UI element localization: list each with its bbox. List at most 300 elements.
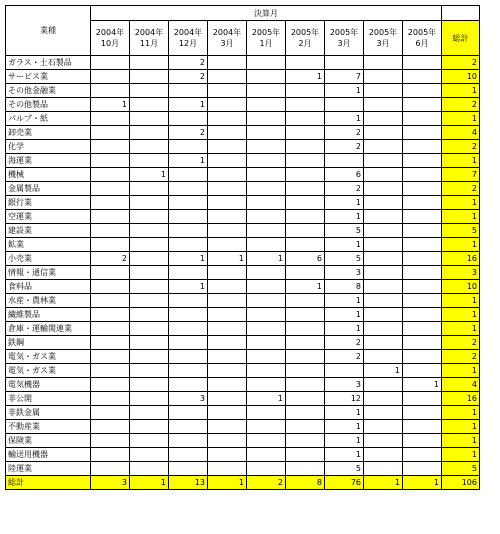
- value-cell: 1: [403, 378, 442, 392]
- value-cell: [247, 462, 286, 476]
- table-row: [6, 140, 480, 154]
- value-cell: [364, 238, 403, 252]
- value-cell: [91, 140, 130, 154]
- industry-cell: 化学: [6, 140, 91, 154]
- value-cell: 6: [286, 252, 325, 266]
- value-cell: [169, 434, 208, 448]
- value-cell: [91, 420, 130, 434]
- industry-cell: 電気・ガス業: [6, 350, 91, 364]
- month-header-year: 2005年: [368, 28, 398, 37]
- value-cell: [169, 224, 208, 238]
- value-cell: 12: [325, 392, 364, 406]
- value-cell: [208, 56, 247, 70]
- row-total-cell: 1: [442, 406, 480, 420]
- month-header-year: 2005年: [329, 28, 359, 37]
- row-total-cell: 4: [442, 126, 480, 140]
- value-cell: [91, 112, 130, 126]
- value-cell: [130, 140, 169, 154]
- row-total-cell: 10: [442, 280, 480, 294]
- industry-cell: 情報・通信業: [6, 266, 91, 280]
- month-header[interactable]: [208, 21, 247, 56]
- value-cell: [169, 336, 208, 350]
- table-row: [6, 448, 480, 462]
- value-cell: 1: [364, 364, 403, 378]
- industry-cell: 水産・農林業: [6, 294, 91, 308]
- value-cell: [130, 392, 169, 406]
- value-cell: [247, 238, 286, 252]
- value-cell: [208, 126, 247, 140]
- value-cell: [130, 98, 169, 112]
- row-total-cell: 3: [442, 266, 480, 280]
- row-total-cell: 1: [442, 294, 480, 308]
- value-cell: [286, 140, 325, 154]
- value-cell: 5: [325, 224, 364, 238]
- value-cell: [286, 98, 325, 112]
- value-cell: [169, 84, 208, 98]
- value-cell: [247, 154, 286, 168]
- value-cell: [364, 70, 403, 84]
- value-cell: [286, 112, 325, 126]
- value-cell: [364, 336, 403, 350]
- value-cell: [403, 70, 442, 84]
- value-cell: [169, 406, 208, 420]
- table-body: [6, 56, 480, 490]
- month-header-year: 2004年: [134, 28, 164, 37]
- value-cell: 1: [325, 210, 364, 224]
- value-cell: [169, 266, 208, 280]
- value-cell: 2: [325, 350, 364, 364]
- table-row: [6, 252, 480, 266]
- value-cell: [247, 210, 286, 224]
- value-cell: [364, 448, 403, 462]
- value-cell: [403, 420, 442, 434]
- table-row: [6, 84, 480, 98]
- value-cell: [130, 224, 169, 238]
- value-cell: [130, 112, 169, 126]
- value-cell: [247, 98, 286, 112]
- value-cell: [91, 238, 130, 252]
- row-total-cell: 1: [442, 210, 480, 224]
- value-cell: [247, 182, 286, 196]
- value-cell: [208, 350, 247, 364]
- table-row: [6, 238, 480, 252]
- value-cell: [91, 154, 130, 168]
- value-cell: [364, 406, 403, 420]
- grand-total-value-cell: 1: [208, 476, 247, 490]
- industry-cell: 卸売業: [6, 126, 91, 140]
- table-row: [6, 210, 480, 224]
- value-cell: 5: [325, 252, 364, 266]
- value-cell: [247, 420, 286, 434]
- value-cell: [208, 84, 247, 98]
- value-cell: [364, 98, 403, 112]
- value-cell: 1: [325, 448, 364, 462]
- row-total-cell: 7: [442, 168, 480, 182]
- value-cell: [364, 378, 403, 392]
- value-cell: [403, 406, 442, 420]
- row-total-cell: 1: [442, 112, 480, 126]
- value-cell: [286, 378, 325, 392]
- row-total-cell: 1: [442, 420, 480, 434]
- value-cell: [130, 210, 169, 224]
- value-cell: 1: [325, 406, 364, 420]
- month-header-year: 2005年: [251, 28, 281, 37]
- value-cell: [403, 210, 442, 224]
- industry-cell: 機械: [6, 168, 91, 182]
- row-total-cell: 2: [442, 182, 480, 196]
- value-cell: [247, 322, 286, 336]
- value-cell: [364, 224, 403, 238]
- table-row: [6, 98, 480, 112]
- value-cell: [364, 168, 403, 182]
- value-cell: [208, 196, 247, 210]
- value-cell: [286, 196, 325, 210]
- month-header-year: 2004年: [95, 28, 125, 37]
- value-cell: [403, 434, 442, 448]
- value-cell: [208, 168, 247, 182]
- value-cell: [286, 364, 325, 378]
- value-cell: [91, 448, 130, 462]
- value-cell: [208, 238, 247, 252]
- value-cell: [403, 322, 442, 336]
- month-header-month: 10月: [100, 39, 120, 48]
- industry-cell: ガラス・土石製品: [6, 56, 91, 70]
- value-cell: [130, 126, 169, 140]
- value-cell: [403, 252, 442, 266]
- row-total-cell: 2: [442, 56, 480, 70]
- value-cell: [208, 98, 247, 112]
- value-cell: 3: [325, 378, 364, 392]
- value-cell: [208, 406, 247, 420]
- grand-total-row: [6, 476, 480, 490]
- table-row: [6, 182, 480, 196]
- month-header[interactable]: [325, 21, 364, 56]
- value-cell: [403, 392, 442, 406]
- table-row: [6, 56, 480, 70]
- value-cell: [130, 294, 169, 308]
- value-cell: [208, 462, 247, 476]
- value-cell: [208, 224, 247, 238]
- value-cell: [364, 420, 403, 434]
- row-total-cell: 1: [442, 308, 480, 322]
- value-cell: [286, 322, 325, 336]
- value-cell: [130, 406, 169, 420]
- table-row: [6, 126, 480, 140]
- value-cell: [247, 112, 286, 126]
- value-cell: [91, 182, 130, 196]
- row-total-cell: 1: [442, 434, 480, 448]
- month-header[interactable]: [364, 21, 403, 56]
- value-cell: [286, 434, 325, 448]
- value-cell: [247, 224, 286, 238]
- value-cell: [286, 84, 325, 98]
- month-header-month: 1月: [259, 39, 273, 48]
- value-cell: [247, 126, 286, 140]
- grand-total-value-cell: 1: [403, 476, 442, 490]
- value-cell: [169, 364, 208, 378]
- row-total-cell: 1: [442, 322, 480, 336]
- grand-total-value-cell: 1: [364, 476, 403, 490]
- value-cell: [364, 84, 403, 98]
- value-cell: [286, 182, 325, 196]
- value-cell: [91, 210, 130, 224]
- value-cell: [208, 322, 247, 336]
- value-cell: [130, 448, 169, 462]
- value-cell: 1: [169, 252, 208, 266]
- value-cell: 2: [325, 140, 364, 154]
- value-cell: [325, 98, 364, 112]
- value-cell: 2: [169, 56, 208, 70]
- month-header[interactable]: [130, 21, 169, 56]
- value-cell: [403, 182, 442, 196]
- value-cell: [247, 56, 286, 70]
- value-cell: [286, 126, 325, 140]
- value-cell: [403, 266, 442, 280]
- value-cell: 1: [325, 294, 364, 308]
- total-header-spacer: [442, 6, 480, 21]
- value-cell: [247, 336, 286, 350]
- row-total-cell: 1: [442, 196, 480, 210]
- value-cell: 1: [208, 252, 247, 266]
- value-cell: [208, 294, 247, 308]
- value-cell: [208, 140, 247, 154]
- industry-cell: パルプ・紙: [6, 112, 91, 126]
- value-cell: [364, 154, 403, 168]
- value-cell: [286, 462, 325, 476]
- grand-total-cell: 106: [442, 476, 480, 490]
- value-cell: 1: [325, 322, 364, 336]
- value-cell: 1: [169, 98, 208, 112]
- industry-cell: 不動産業: [6, 420, 91, 434]
- table-row: [6, 378, 480, 392]
- value-cell: [364, 56, 403, 70]
- value-cell: [364, 308, 403, 322]
- value-cell: [130, 196, 169, 210]
- value-cell: [247, 378, 286, 392]
- value-cell: [364, 294, 403, 308]
- value-cell: [403, 98, 442, 112]
- value-cell: [403, 350, 442, 364]
- value-cell: [169, 350, 208, 364]
- value-cell: [208, 364, 247, 378]
- month-header[interactable]: [403, 21, 442, 56]
- value-cell: [208, 308, 247, 322]
- value-cell: [364, 140, 403, 154]
- value-cell: [91, 322, 130, 336]
- value-cell: 5: [325, 462, 364, 476]
- value-cell: [208, 336, 247, 350]
- industry-cell: 小売業: [6, 252, 91, 266]
- value-cell: [169, 210, 208, 224]
- value-cell: [286, 210, 325, 224]
- table-row: [6, 350, 480, 364]
- value-cell: [247, 140, 286, 154]
- value-cell: 1: [325, 434, 364, 448]
- value-cell: [247, 448, 286, 462]
- month-header-year: 2005年: [290, 28, 320, 37]
- value-cell: [364, 210, 403, 224]
- row-total-cell: 5: [442, 462, 480, 476]
- value-cell: 1: [247, 392, 286, 406]
- grand-total-value-cell: 2: [247, 476, 286, 490]
- value-cell: [208, 392, 247, 406]
- month-header-month: 11月: [139, 39, 159, 48]
- value-cell: [91, 350, 130, 364]
- value-cell: [208, 70, 247, 84]
- table-row: [6, 420, 480, 434]
- value-cell: [286, 308, 325, 322]
- value-cell: [247, 70, 286, 84]
- value-cell: [403, 140, 442, 154]
- table-row: [6, 336, 480, 350]
- table-row: [6, 266, 480, 280]
- value-cell: [364, 252, 403, 266]
- industry-cell: 非公開: [6, 392, 91, 406]
- table-row: [6, 280, 480, 294]
- grand-total-label: 総計: [6, 476, 91, 490]
- value-cell: [364, 322, 403, 336]
- industry-cell: 電気機器: [6, 378, 91, 392]
- value-cell: [247, 350, 286, 364]
- grand-total-value-cell: 13: [169, 476, 208, 490]
- row-total-cell: 1: [442, 364, 480, 378]
- value-cell: [130, 350, 169, 364]
- table-row: [6, 364, 480, 378]
- value-cell: [208, 448, 247, 462]
- value-cell: [130, 378, 169, 392]
- value-cell: [364, 126, 403, 140]
- value-cell: [403, 56, 442, 70]
- month-header-month: 2月: [298, 39, 312, 48]
- table-row: [6, 406, 480, 420]
- value-cell: [247, 364, 286, 378]
- value-cell: [208, 112, 247, 126]
- value-cell: [364, 280, 403, 294]
- month-header-year: 2005年: [407, 28, 437, 37]
- value-cell: 2: [169, 70, 208, 84]
- value-cell: [364, 112, 403, 126]
- industry-cell: サービス業: [6, 70, 91, 84]
- table-row: [6, 168, 480, 182]
- value-cell: [130, 266, 169, 280]
- total-header[interactable]: 総計: [442, 21, 480, 56]
- value-cell: [91, 224, 130, 238]
- value-cell: [286, 392, 325, 406]
- value-cell: [286, 224, 325, 238]
- row-total-cell: 5: [442, 224, 480, 238]
- value-cell: [91, 56, 130, 70]
- value-cell: [364, 434, 403, 448]
- month-header[interactable]: [169, 21, 208, 56]
- industry-cell: 輸送用機器: [6, 448, 91, 462]
- value-cell: [130, 420, 169, 434]
- value-cell: [91, 126, 130, 140]
- month-header-month: 12月: [178, 39, 198, 48]
- value-cell: [169, 182, 208, 196]
- value-cell: [208, 378, 247, 392]
- value-cell: [130, 280, 169, 294]
- value-cell: [325, 56, 364, 70]
- table-row: [6, 224, 480, 238]
- month-header[interactable]: [286, 21, 325, 56]
- table-row: [6, 434, 480, 448]
- table-row: [6, 322, 480, 336]
- period-header[interactable]: 決算月: [91, 6, 442, 21]
- value-cell: [91, 378, 130, 392]
- value-cell: [169, 448, 208, 462]
- value-cell: [169, 462, 208, 476]
- value-cell: 2: [325, 336, 364, 350]
- month-header-month: 3月: [376, 39, 390, 48]
- value-cell: [325, 154, 364, 168]
- value-cell: [247, 308, 286, 322]
- industry-cell: 倉庫・運輸関連業: [6, 322, 91, 336]
- month-header[interactable]: [91, 21, 130, 56]
- value-cell: [403, 84, 442, 98]
- value-cell: [286, 336, 325, 350]
- value-cell: 1: [247, 252, 286, 266]
- value-cell: [364, 196, 403, 210]
- value-cell: [247, 168, 286, 182]
- value-cell: 1: [286, 280, 325, 294]
- value-cell: [130, 252, 169, 266]
- month-header-year: 2004年: [212, 28, 242, 37]
- value-cell: [130, 154, 169, 168]
- value-cell: [247, 294, 286, 308]
- industry-cell: 陸運業: [6, 462, 91, 476]
- value-cell: [91, 196, 130, 210]
- row-total-cell: 1: [442, 84, 480, 98]
- value-cell: [169, 420, 208, 434]
- value-cell: [91, 434, 130, 448]
- value-cell: 2: [169, 126, 208, 140]
- month-header-month: 6月: [415, 39, 429, 48]
- table-row: [6, 70, 480, 84]
- value-cell: 6: [325, 168, 364, 182]
- row-total-cell: 10: [442, 70, 480, 84]
- value-cell: 2: [325, 126, 364, 140]
- value-cell: [364, 182, 403, 196]
- value-cell: [91, 70, 130, 84]
- table-row: [6, 154, 480, 168]
- value-cell: [91, 168, 130, 182]
- value-cell: [130, 364, 169, 378]
- value-cell: [286, 294, 325, 308]
- value-cell: 1: [325, 196, 364, 210]
- value-cell: [364, 350, 403, 364]
- value-cell: [403, 364, 442, 378]
- value-cell: [403, 336, 442, 350]
- industry-header[interactable]: 業種: [6, 6, 91, 56]
- value-cell: 8: [325, 280, 364, 294]
- row-total-cell: 4: [442, 378, 480, 392]
- grand-total-value-cell: 1: [130, 476, 169, 490]
- value-cell: [208, 154, 247, 168]
- value-cell: 3: [169, 392, 208, 406]
- value-cell: [130, 70, 169, 84]
- value-cell: 1: [325, 112, 364, 126]
- row-total-cell: 2: [442, 350, 480, 364]
- value-cell: [91, 364, 130, 378]
- month-header[interactable]: [247, 21, 286, 56]
- value-cell: [91, 294, 130, 308]
- value-cell: [325, 364, 364, 378]
- industry-cell: 繊維製品: [6, 308, 91, 322]
- value-cell: [91, 266, 130, 280]
- value-cell: 1: [325, 420, 364, 434]
- value-cell: [286, 266, 325, 280]
- value-cell: [169, 308, 208, 322]
